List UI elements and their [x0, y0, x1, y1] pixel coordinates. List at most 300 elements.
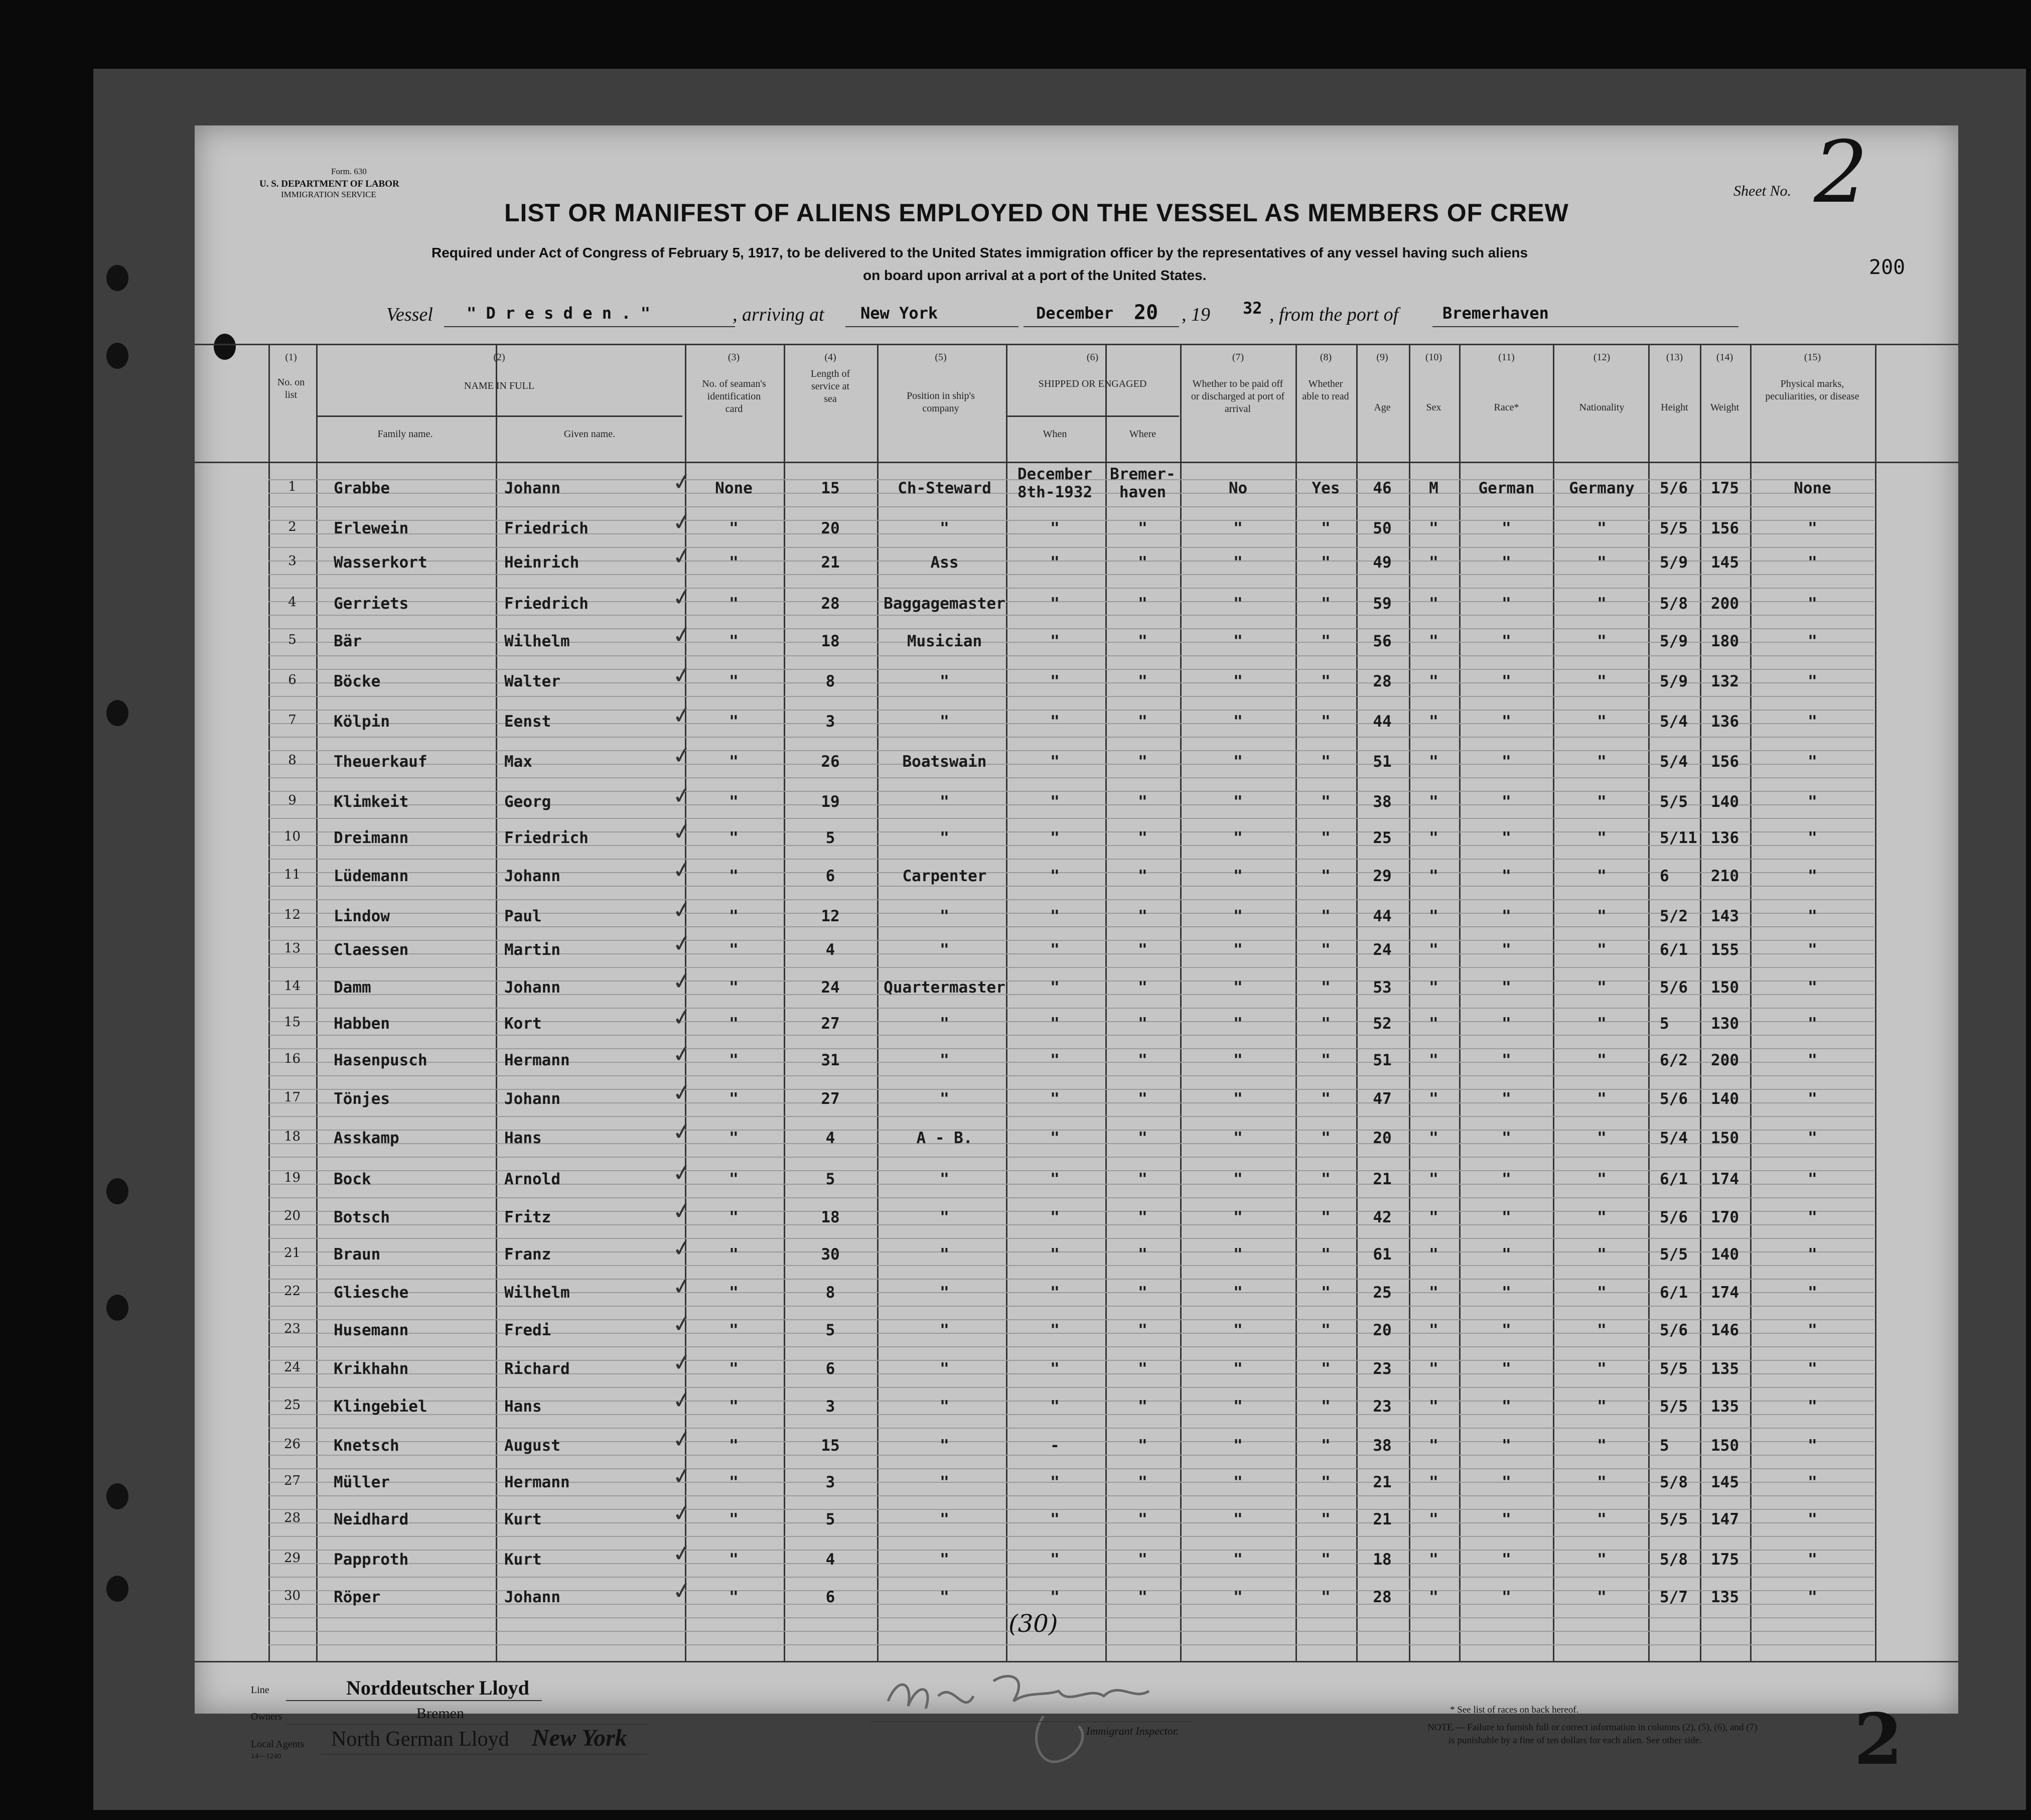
cell-nationality: " [1597, 672, 1607, 690]
cell-nationality: " [1597, 941, 1607, 959]
cell-height: 6 [1660, 867, 1669, 885]
cell-service-length: 3 [825, 1473, 835, 1491]
cell-service-length: 4 [825, 1551, 835, 1569]
cell-race: " [1502, 753, 1511, 771]
cell-given-name: Walter [504, 672, 560, 690]
cell-age: 51 [1373, 1051, 1392, 1069]
cell-service-length: 4 [825, 1129, 835, 1147]
cell-age: 52 [1373, 1015, 1392, 1033]
cell-given-name: Friedrich [504, 595, 589, 613]
cell-given-name: August [504, 1437, 560, 1455]
cell-physical-marks: " [1808, 1284, 1817, 1302]
cell-physical-marks: " [1808, 793, 1817, 811]
cell-family-name: Erlewein [334, 519, 409, 537]
cell-given-name: Max [504, 753, 532, 771]
cell-shipped-when: " [1050, 1051, 1060, 1069]
cell-shipped-when: " [1050, 1510, 1060, 1528]
cell-list-number: 29 [283, 1551, 301, 1566]
form-number: Form. 630 [331, 167, 367, 176]
cell-service-length: 19 [821, 793, 840, 811]
cell-shipped-when: " [1050, 1588, 1060, 1606]
cell-shipped-where: " [1138, 672, 1147, 690]
cell-paid-off: " [1233, 1360, 1243, 1378]
cell-position: " [940, 1170, 949, 1188]
cell-able-to-read: " [1321, 632, 1331, 650]
cell-age: 21 [1373, 1510, 1392, 1528]
cell-list-number: 20 [283, 1208, 301, 1223]
cell-seaman-id: " [729, 829, 739, 847]
sheet-number: 2 [1814, 123, 1868, 222]
cell-paid-off: " [1233, 1208, 1243, 1226]
cell-race: " [1502, 829, 1511, 847]
cell-race: " [1502, 1129, 1511, 1147]
cell-nationality: " [1597, 519, 1607, 537]
cell-shipped-where: " [1138, 553, 1147, 572]
cell-height: 5/11 [1660, 829, 1697, 847]
cell-list-number: 16 [283, 1051, 301, 1066]
cell-height: 5/5 [1660, 1510, 1688, 1528]
cell-age: 50 [1373, 519, 1392, 537]
cell-position: " [940, 1360, 949, 1378]
cell-able-to-read: " [1321, 1437, 1331, 1455]
cell-list-number: 2 [288, 519, 297, 534]
cell-physical-marks: " [1808, 867, 1817, 885]
cell-race: " [1502, 1437, 1511, 1455]
cell-position: " [940, 519, 949, 537]
cell-position: " [940, 829, 949, 847]
from-port-label: , from the port of [1269, 304, 1399, 325]
cell-given-name: Kurt [504, 1510, 542, 1528]
cell-seaman-id: " [729, 907, 739, 925]
cell-weight: 136 [1711, 829, 1739, 847]
cell-list-number: 3 [288, 553, 297, 569]
cell-given-name: Hans [504, 1129, 542, 1147]
column-header-sex: (10) Sex [1425, 352, 1442, 413]
cell-nationality: " [1597, 1551, 1607, 1569]
cell-shipped-when: " [1050, 978, 1060, 997]
owners-value: Bremen [416, 1705, 464, 1722]
cell-nationality: " [1597, 1284, 1607, 1302]
cell-physical-marks: " [1808, 1129, 1817, 1147]
cell-nationality: " [1597, 595, 1607, 613]
cell-sex: " [1429, 978, 1438, 997]
cell-able-to-read: " [1321, 978, 1331, 997]
check-mark: ✓ [670, 1039, 694, 1069]
cell-physical-marks: " [1808, 1170, 1817, 1188]
cell-physical-marks: " [1808, 907, 1817, 925]
cell-weight: 156 [1711, 753, 1739, 771]
cell-seaman-id: " [729, 1015, 739, 1033]
owners-label: Owners [251, 1711, 282, 1722]
check-mark: ✓ [670, 1077, 694, 1107]
cell-family-name: Wasserkort [334, 553, 427, 572]
cell-position: " [940, 793, 949, 811]
cell-sex: " [1429, 1208, 1438, 1226]
cell-sex: " [1429, 1473, 1438, 1491]
cell-family-name: Tönjes [334, 1090, 390, 1108]
cell-seaman-id: " [729, 672, 739, 690]
cell-age: 23 [1373, 1360, 1392, 1378]
cell-shipped-where: " [1138, 1321, 1147, 1339]
cell-weight: 145 [1711, 553, 1739, 572]
cell-able-to-read: " [1321, 1551, 1331, 1569]
cell-able-to-read: " [1321, 1321, 1331, 1339]
cell-paid-off: " [1233, 553, 1243, 572]
cell-weight: 147 [1711, 1510, 1739, 1528]
cell-shipped-where: " [1138, 1588, 1147, 1606]
cell-paid-off: " [1233, 1245, 1243, 1264]
cell-sex: " [1429, 1397, 1438, 1416]
cell-seaman-id: " [729, 1090, 739, 1108]
cell-family-name: Braun [334, 1245, 381, 1264]
cell-given-name: Heinrich [504, 553, 579, 572]
cell-nationality: " [1597, 1510, 1607, 1528]
cell-seaman-id: " [729, 978, 739, 997]
cell-position: " [940, 713, 949, 731]
cell-sex: " [1429, 867, 1438, 885]
cell-list-number: 19 [283, 1170, 301, 1185]
cell-shipped-where: " [1138, 595, 1147, 613]
check-mark: ✓ [670, 541, 694, 571]
cell-given-name: Friedrich [504, 829, 589, 847]
cell-race: " [1502, 1588, 1511, 1606]
cell-sex: " [1429, 672, 1438, 690]
cell-shipped-when: " [1050, 793, 1060, 811]
check-mark: ✓ [670, 855, 694, 885]
cell-list-number: 11 [283, 867, 301, 882]
cell-shipped-where: " [1138, 1473, 1147, 1491]
cell-age: 23 [1373, 1397, 1392, 1416]
cell-seaman-id: " [729, 595, 739, 613]
cell-race: " [1502, 1473, 1511, 1491]
cell-nationality: " [1597, 1473, 1607, 1491]
cell-physical-marks: " [1808, 553, 1817, 572]
cell-service-length: 6 [825, 1588, 835, 1606]
cell-given-name: Eenst [504, 713, 551, 731]
column-header-name: (2) NAME IN FULL [464, 352, 534, 391]
cell-list-number: 1 [288, 479, 297, 494]
cell-race: " [1502, 1360, 1511, 1378]
column-header-paid-off: (7) Whether to be paid off or discharged at port of arrival [1191, 352, 1285, 414]
cell-seaman-id: " [729, 1473, 739, 1491]
cell-height: 5/4 [1660, 1129, 1688, 1147]
cell-age: 44 [1373, 713, 1392, 731]
cell-list-number: 13 [283, 941, 301, 956]
cell-shipped-where: " [1138, 1170, 1147, 1188]
cell-sex: " [1429, 753, 1438, 771]
check-mark: ✓ [670, 816, 694, 847]
cell-family-name: Kölpin [334, 713, 390, 731]
cell-able-to-read: " [1321, 1129, 1331, 1147]
agents-city: New York [532, 1725, 627, 1751]
cell-physical-marks: " [1808, 978, 1817, 997]
cell-shipped-where: " [1138, 1090, 1147, 1108]
cell-nationality: Germany [1569, 479, 1635, 497]
cell-service-length: 8 [825, 1284, 835, 1302]
cell-height: 5/9 [1660, 672, 1688, 690]
cell-family-name: Asskamp [334, 1129, 399, 1147]
cell-able-to-read: " [1321, 1015, 1331, 1033]
cell-weight: 175 [1711, 479, 1739, 497]
cell-shipped-where: " [1138, 1284, 1147, 1302]
cell-seaman-id: " [729, 1397, 739, 1416]
cell-height: 5/8 [1660, 1551, 1688, 1569]
races-note: * See list of races on back hereof. [1450, 1705, 1579, 1715]
column-header-no: (1) No. on list [277, 352, 305, 400]
cell-race: " [1502, 519, 1511, 537]
cell-weight: 174 [1711, 1284, 1739, 1302]
cell-shipped-where: " [1138, 978, 1147, 997]
cell-weight: 180 [1711, 632, 1739, 650]
cell-race: " [1502, 1170, 1511, 1188]
cell-physical-marks: " [1808, 1473, 1817, 1491]
cell-given-name: Johann [504, 978, 560, 997]
column-header-length-service: (4) Length of service at sea [810, 352, 850, 404]
cell-service-length: 27 [821, 1090, 840, 1108]
cell-shipped-where: " [1138, 713, 1147, 731]
cell-age: 44 [1373, 907, 1392, 925]
cell-position: " [940, 1284, 949, 1302]
agents-value: North German Lloyd [331, 1728, 509, 1751]
cell-given-name: Hans [504, 1397, 542, 1416]
cell-able-to-read: " [1321, 519, 1331, 537]
cell-list-number: 27 [283, 1473, 301, 1488]
cell-sex: " [1429, 1588, 1438, 1606]
cell-shipped-when: " [1050, 672, 1060, 690]
cell-race: " [1502, 553, 1511, 572]
cell-paid-off: " [1233, 1015, 1243, 1033]
cell-seaman-id: " [729, 1437, 739, 1455]
cell-shipped-where: " [1138, 1208, 1147, 1226]
cell-family-name: Claessen [334, 941, 409, 959]
cell-position: " [940, 1510, 949, 1528]
vessel-name: " D r e s d e n . " [467, 304, 651, 323]
cell-list-number: 12 [283, 907, 301, 922]
cell-paid-off: " [1233, 1321, 1243, 1339]
cell-physical-marks: None [1794, 479, 1831, 497]
agents-label: Local Agents [251, 1739, 305, 1750]
cell-weight: 150 [1711, 978, 1739, 997]
cell-position: " [940, 1588, 949, 1606]
cell-family-name: Neidhard [334, 1510, 409, 1528]
cell-given-name: Hermann [504, 1473, 570, 1491]
cell-paid-off: " [1233, 1473, 1243, 1491]
cell-seaman-id: " [729, 1208, 739, 1226]
cell-race: German [1478, 479, 1535, 497]
cell-weight: 150 [1711, 1129, 1739, 1147]
cell-given-name: Fritz [504, 1208, 551, 1226]
cell-age: 51 [1373, 753, 1392, 771]
cell-race: " [1502, 907, 1511, 925]
cell-able-to-read: " [1321, 1588, 1331, 1606]
cell-paid-off: " [1233, 907, 1243, 925]
cell-weight: 140 [1711, 793, 1739, 811]
departure-port: Bremerhaven [1442, 304, 1549, 323]
cell-height: 5/6 [1660, 1090, 1688, 1108]
check-mark: ✓ [670, 1385, 694, 1415]
cell-shipped-when: " [1050, 1208, 1060, 1226]
cell-service-length: 26 [821, 753, 840, 771]
cell-weight: 155 [1711, 941, 1739, 959]
cell-shipped-where: " [1138, 829, 1147, 847]
cell-weight: 130 [1711, 1015, 1739, 1033]
cell-list-number: 24 [283, 1360, 301, 1375]
cell-position: " [940, 941, 949, 959]
cell-list-number: 15 [283, 1015, 301, 1030]
cell-shipped-where: " [1138, 1051, 1147, 1069]
cell-given-name: Friedrich [504, 519, 589, 537]
cell-seaman-id: " [729, 1588, 739, 1606]
cell-family-name: Bär [334, 632, 362, 650]
cell-height: 6/2 [1660, 1051, 1688, 1069]
cell-position: Carpenter [902, 867, 987, 885]
cell-list-number: 5 [288, 632, 297, 647]
vessel-label: Vessel [386, 304, 433, 325]
cell-family-name: Böcke [334, 672, 381, 690]
cell-paid-off: " [1233, 753, 1243, 771]
cell-shipped-when: " [1050, 753, 1060, 771]
cell-weight: 150 [1711, 1437, 1739, 1455]
cell-race: " [1502, 1551, 1511, 1569]
cell-race: " [1502, 595, 1511, 613]
check-mark: ✓ [670, 1196, 694, 1226]
cell-given-name: Kort [504, 1015, 542, 1033]
cell-height: 5 [1660, 1437, 1669, 1455]
cell-shipped-when: " [1050, 632, 1060, 650]
cell-family-name: Theuerkauf [334, 753, 427, 771]
cell-age: 28 [1373, 1588, 1392, 1606]
cell-weight: 145 [1711, 1473, 1739, 1491]
cell-sex: " [1429, 1051, 1438, 1069]
cell-seaman-id: " [729, 1245, 739, 1264]
stamp-number: 200 [1869, 256, 1906, 279]
year-suffix: 32 [1243, 299, 1262, 318]
cell-race: " [1502, 1397, 1511, 1416]
cell-shipped-when: " [1050, 595, 1060, 613]
check-mark: ✓ [670, 700, 694, 730]
cell-position: " [940, 1321, 949, 1339]
cell-family-name: Hasenpusch [334, 1051, 427, 1069]
cell-weight: 135 [1711, 1588, 1739, 1606]
column-header-seaman-id: (3) No. of seaman's identification card [702, 352, 766, 414]
cell-shipped-when: " [1050, 1360, 1060, 1378]
cell-service-length: 4 [825, 941, 835, 959]
column-header-marks: (15) Physical marks, peculiarities, or disease [1765, 352, 1859, 402]
cell-sex: " [1429, 941, 1438, 959]
check-mark: ✓ [670, 1233, 694, 1263]
check-mark: ✓ [670, 966, 694, 996]
cell-race: " [1502, 1015, 1511, 1033]
cell-able-to-read: " [1321, 713, 1331, 731]
cell-height: 5/6 [1660, 479, 1688, 497]
cell-family-name: Gliesche [334, 1284, 409, 1302]
cell-family-name: Papproth [334, 1551, 409, 1569]
cell-height: 5/5 [1660, 1397, 1688, 1416]
cell-service-length: 18 [821, 632, 840, 650]
cell-physical-marks: " [1808, 1551, 1817, 1569]
cell-shipped-when: December 8th-1932 [1017, 465, 1093, 501]
cell-age: 47 [1373, 1090, 1392, 1108]
cell-able-to-read: " [1321, 907, 1331, 925]
cell-given-name: Paul [504, 907, 542, 925]
cell-height: 5/6 [1660, 1321, 1688, 1339]
column-header-where: Where [1129, 429, 1156, 440]
cell-weight: 200 [1711, 595, 1739, 613]
cell-age: 59 [1373, 595, 1392, 613]
cell-shipped-where: Bremer- haven [1110, 465, 1176, 501]
cell-list-number: 23 [283, 1321, 301, 1336]
cell-sex: " [1429, 829, 1438, 847]
cell-weight: 170 [1711, 1208, 1739, 1226]
check-mark: ✓ [670, 660, 694, 690]
cell-position: Ch-Steward [898, 479, 991, 497]
cell-given-name: Fredi [504, 1321, 551, 1339]
cell-sex: " [1429, 793, 1438, 811]
line-label: Line [251, 1685, 269, 1696]
cell-seaman-id: " [729, 1284, 739, 1302]
cell-shipped-where: " [1138, 519, 1147, 537]
cell-race: " [1502, 672, 1511, 690]
cell-seaman-id: " [729, 867, 739, 885]
cell-able-to-read: " [1321, 553, 1331, 572]
column-header-age: (9) Age [1374, 352, 1391, 413]
cell-shipped-when: " [1050, 519, 1060, 537]
cell-shipped-where: " [1138, 1015, 1147, 1033]
cell-nationality: " [1597, 632, 1607, 650]
cell-family-name: Klingebiel [334, 1397, 427, 1416]
cell-service-length: 6 [825, 867, 835, 885]
cell-paid-off: " [1233, 829, 1243, 847]
cell-family-name: Lüdemann [334, 867, 409, 885]
check-mark: ✓ [670, 582, 694, 612]
cell-service-length: 3 [825, 713, 835, 731]
cell-paid-off: " [1233, 1397, 1243, 1416]
cell-list-number: 18 [283, 1129, 301, 1144]
cell-able-to-read: " [1321, 793, 1331, 811]
cell-service-length: 5 [825, 829, 835, 847]
cell-given-name: Richard [504, 1360, 570, 1378]
cell-shipped-where: " [1138, 1360, 1147, 1378]
cell-nationality: " [1597, 978, 1607, 997]
cell-nationality: " [1597, 1437, 1607, 1455]
cell-age: 38 [1373, 1437, 1392, 1455]
cell-position: Baggagemaster [884, 595, 1005, 613]
cell-service-length: 5 [825, 1510, 835, 1528]
cell-given-name: Arnold [504, 1170, 560, 1188]
cell-height: 5/5 [1660, 1245, 1688, 1264]
cell-sex: " [1429, 713, 1438, 731]
cell-weight: 156 [1711, 519, 1739, 537]
cell-sex: " [1429, 1437, 1438, 1455]
cell-age: 25 [1373, 829, 1392, 847]
cell-weight: 136 [1711, 713, 1739, 731]
cell-family-name: Müller [334, 1473, 390, 1491]
cell-given-name: Martin [504, 941, 560, 959]
cell-age: 24 [1373, 941, 1392, 959]
cell-nationality: " [1597, 793, 1607, 811]
cell-service-length: 15 [821, 1437, 840, 1455]
cell-physical-marks: " [1808, 1510, 1817, 1528]
column-header-shipped: (6) SHIPPED OR ENGAGED [1038, 352, 1147, 389]
cell-able-to-read: " [1321, 941, 1331, 959]
year-prefix: , 19 [1182, 304, 1210, 325]
check-mark: ✓ [670, 740, 694, 770]
cell-seaman-id: " [729, 1510, 739, 1528]
cell-physical-marks: " [1808, 519, 1817, 537]
cell-paid-off: " [1233, 1588, 1243, 1606]
check-mark: ✓ [670, 1461, 694, 1491]
cell-race: " [1502, 632, 1511, 650]
